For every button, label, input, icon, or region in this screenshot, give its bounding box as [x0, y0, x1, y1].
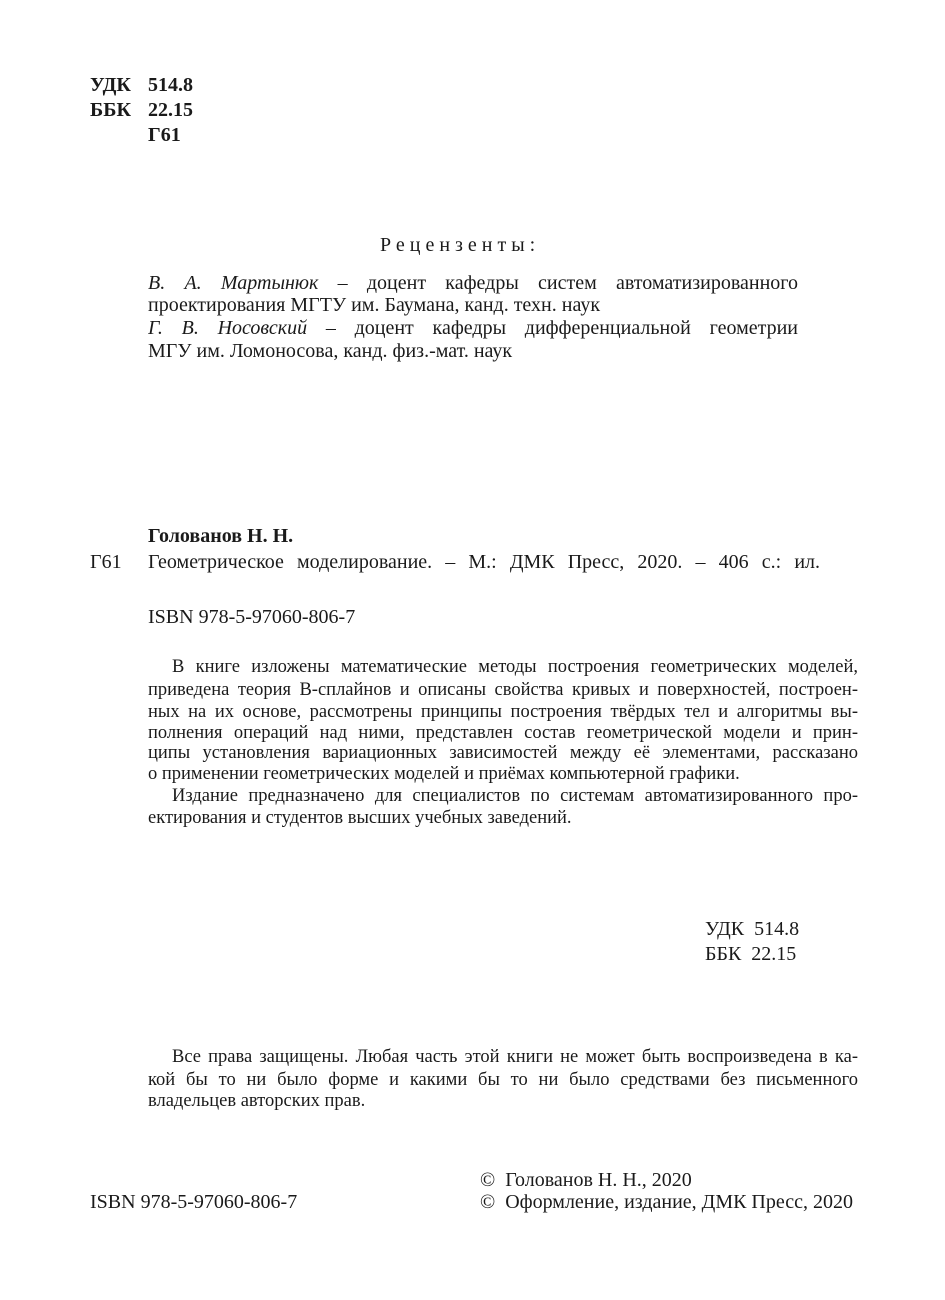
reviewers-heading: Рецензенты: [380, 234, 541, 256]
book-isbn: ISBN 978-5-97060-806-7 [148, 606, 356, 628]
abstract-line: ципы установления вариационных зависимостей между её элементами, рассказано [148, 743, 858, 763]
footer-isbn: ISBN 978-5-97060-806-7 [90, 1191, 298, 1213]
udk-value: 514.8 [148, 74, 193, 96]
author-mark: Г61 [148, 124, 181, 146]
copyright-author: © Голованов Н. Н., 2020 [480, 1169, 692, 1191]
reviewer-name: Г. В. Носовский [148, 317, 308, 339]
bbk-value: 22.15 [148, 99, 193, 121]
rights-line: Все права защищены. Любая часть этой книги не может быть воспроизведена в ка- [172, 1047, 858, 1067]
reviewer-name: В. А. Мартынюк [148, 272, 319, 294]
reviewer-text: – доцент кафедры дифференциальной геометрии [307, 317, 798, 339]
book-author: Голованов Н. Н. [148, 525, 294, 547]
rights-line: владельцев авторских прав. [148, 1091, 366, 1111]
bbk-label: ББК [90, 99, 131, 121]
abstract-line: В книге изложены математические методы построения геометрических моделей, [172, 657, 858, 677]
copyright-publisher: © Оформление, издание, ДМК Пресс, 2020 [480, 1191, 854, 1213]
reviewer-text: – доцент кафедры систем автоматизированного [318, 272, 798, 294]
reviewer-line [148, 272, 798, 294]
book-mark: Г61 [90, 551, 122, 573]
udk-label: УДК [90, 74, 131, 96]
abstract-line: о применении геометрических моделей и приёмах компьютерной графики. [148, 764, 740, 784]
abstract-line: Издание предназначено для специалистов по системам автоматизированного про- [172, 786, 858, 806]
bbk-bottom: ББК 22.15 [705, 943, 797, 965]
abstract-line: ных на их основе, рассмотрены принципы построения твёрдых тел и алгоритмы вы- [148, 702, 858, 722]
reviewer-line [148, 317, 798, 339]
abstract-line: ектирования и студентов высших учебных заведений. [148, 808, 572, 828]
rights-line: кой бы то ни было форме и какими бы то ни было средствами без письменного [148, 1070, 858, 1090]
reviewer-line: проектирования МГТУ им. Баумана, канд. техн. наук [148, 294, 601, 316]
book-description: Геометрическое моделирование. – М.: ДМК Пресс, 2020. – 406 с.: ил. [148, 551, 820, 573]
reviewer-line: МГУ им. Ломоносова, канд. физ.-мат. наук [148, 340, 513, 362]
abstract-line: приведена теория B-сплайнов и описаны свойства кривых и поверхностей, построен- [148, 680, 858, 700]
udk-bottom: УДК 514.8 [705, 918, 800, 940]
abstract-line: полнения операций над ними, представлен состав геометрической модели и прин- [148, 723, 858, 743]
